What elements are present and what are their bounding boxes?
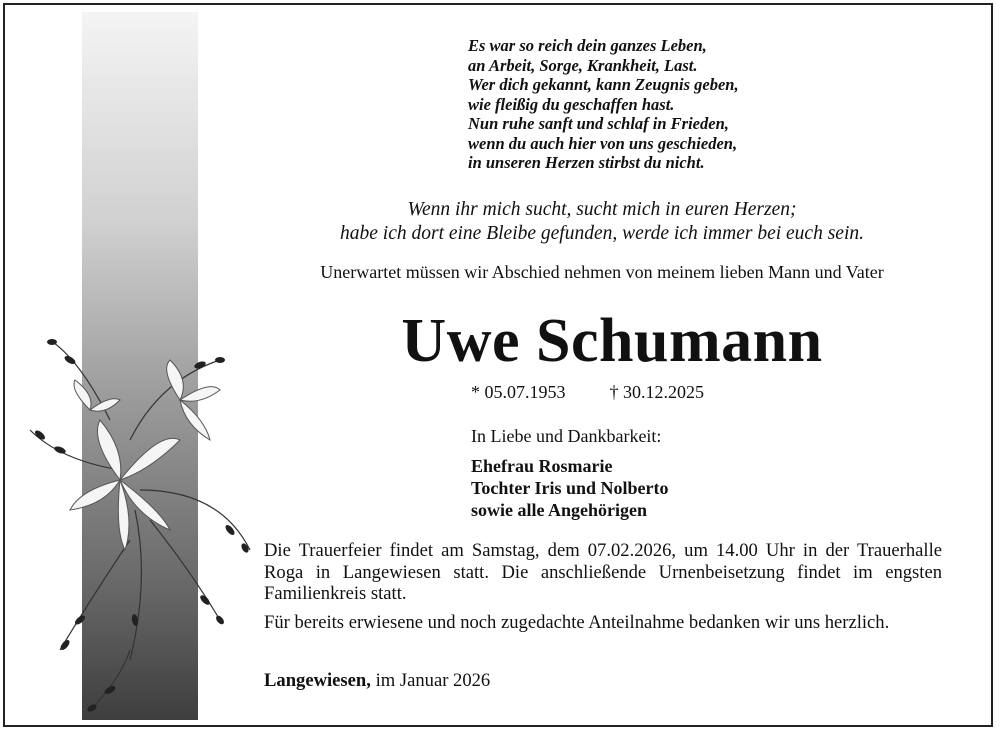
poem-line: wenn du auch hier von uns geschieden, <box>468 133 738 153</box>
poem-line: Es war so reich dein ganzes Leben, <box>468 36 707 55</box>
funeral-details: Die Trauerfeier findet am Samstag, dem 07.02.2026, um 14.00 Uhr in der Trauerhalle Roga in Langewiesen statt. Die anschließende Urnenbeisetzung findet im engsten Familienkreis statt. <box>264 540 942 604</box>
signature-date: im Januar 2026 <box>375 670 491 691</box>
lily-bouquet-icon <box>20 320 270 720</box>
thanks-heading: In Liebe und Dankbarkeit: <box>471 426 662 446</box>
life-dates <box>471 382 704 403</box>
poem-line: an Arbeit, Sorge, Krankheit, Last. <box>468 55 698 75</box>
death-date: † 30.12.2025 <box>609 382 704 402</box>
poem-line: in unseren Herzen stirbst du nicht. <box>468 153 705 172</box>
quote-line-1: Wenn ihr mich sucht, sucht mich in euren Herzen; <box>407 199 797 220</box>
gratitude-note: Für bereits erwiesene und noch zugedachte Anteilnahme bedanken wir uns herzlich. <box>264 611 890 633</box>
poem-line: Nun ruhe sanft und schlaf in Frieden, <box>468 114 729 133</box>
mourner: Tochter Iris und Nolberto <box>471 478 669 498</box>
deceased-name: Uwe Schumann <box>401 307 823 375</box>
intro-text: Unerwartet müssen wir Abschied nehmen von meinem lieben Mann und Vater <box>320 262 884 282</box>
signature <box>264 670 490 692</box>
mourner: sowie alle Angehörigen <box>471 500 647 520</box>
signature-place: Langewiesen, <box>264 670 371 691</box>
poem-line: Wer dich gekannt, kann Zeugnis geben, <box>468 75 739 94</box>
quote <box>262 198 942 246</box>
quote-line-2: habe ich dort eine Bleibe gefunden, werde ich immer bei euch sein. <box>340 223 864 244</box>
mourner: Ehefrau Rosmarie <box>471 456 613 476</box>
poem-line: wie fleißig du geschaffen hast. <box>468 94 675 114</box>
birth-date: * 05.07.1953 <box>471 382 566 402</box>
mourners-list <box>471 455 669 521</box>
body-text <box>264 540 942 640</box>
poem <box>468 36 798 173</box>
